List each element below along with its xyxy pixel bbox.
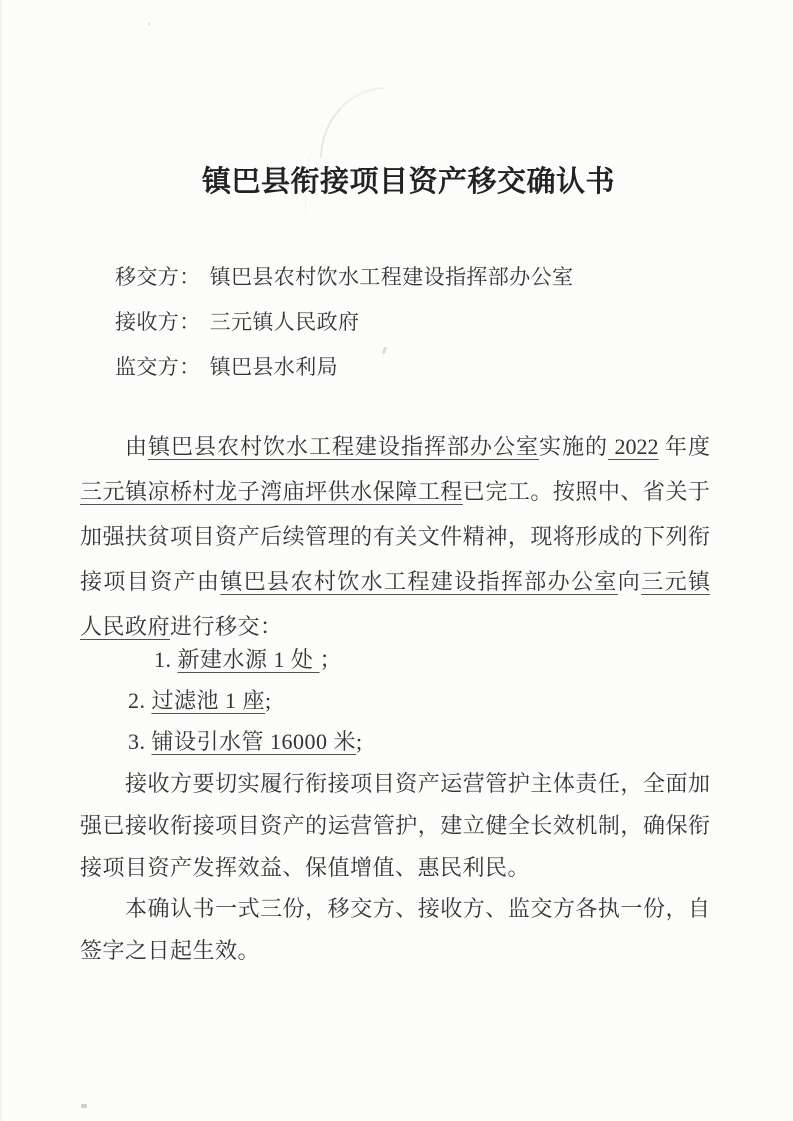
party-row-1 — [115, 300, 573, 345]
text: 1. — [154, 647, 178, 672]
text: 接项目资产发挥效益、保值增值、惠民利民。 — [80, 855, 531, 880]
text: 签字之日起生效。 — [80, 938, 261, 963]
text: 加强扶贫项目资产后续管理的有关文件精神，现将形成的下列衔 — [80, 524, 710, 549]
paragraph-list — [80, 639, 710, 762]
party-label: 移交方： — [115, 265, 201, 289]
text: ; — [265, 688, 272, 713]
body-line — [80, 805, 710, 847]
text: 由 — [125, 434, 148, 459]
text: 已完工。按照中、省关于 — [462, 479, 710, 504]
party-value: 镇巴县水利局 — [209, 355, 339, 379]
text: 年度 — [658, 434, 710, 459]
text: ； — [319, 647, 343, 672]
body-line — [80, 763, 710, 805]
text: 进行移交： — [170, 614, 283, 639]
text: 实施的 — [538, 434, 608, 459]
text: 向 — [617, 569, 642, 594]
body-line — [80, 680, 710, 721]
body-line — [80, 424, 710, 469]
document-title: 镇巴县衔接项目资产移交确认书 — [201, 166, 615, 198]
party-label: 接收方： — [115, 310, 201, 334]
text: 接项目资产由 — [80, 569, 221, 594]
underlined-text: 铺设引水管 16000 米 — [151, 729, 357, 754]
underlined-text: 三元镇 — [641, 569, 710, 594]
body-line — [80, 888, 710, 930]
underlined-text: 人民政府 — [80, 614, 171, 639]
underlined-text: 镇巴县农村饮水工程建设指挥部办公室 — [148, 434, 539, 459]
text: 2. — [128, 688, 152, 713]
underlined-text: 过滤池 1 座 — [151, 688, 266, 713]
party-value: 三元镇人民政府 — [209, 310, 360, 334]
body-line — [80, 847, 710, 889]
scan-crease-artifact — [320, 87, 386, 159]
scan-speck-artifact — [148, 22, 150, 26]
underlined-text: 三元镇凉桥村龙子湾庙坪供水保障工程 — [80, 479, 463, 504]
text: ; — [356, 729, 363, 754]
body-line — [80, 514, 710, 559]
scan-speck-artifact — [81, 1104, 87, 1108]
party-label: 监交方： — [115, 355, 201, 379]
underlined-text: 新建水源 1 处 — [177, 647, 320, 672]
text: 强已接收衔接项目资产的运营管护，建立健全长效机制，确保衔 — [80, 813, 710, 838]
body-line — [80, 721, 710, 762]
body-line — [80, 469, 710, 514]
text: 3. — [128, 729, 152, 754]
body-line — [80, 930, 710, 972]
parties-block — [115, 255, 573, 390]
paragraph-duty — [80, 763, 710, 889]
party-row-2 — [115, 345, 573, 390]
underlined-text: 2022 — [607, 434, 659, 459]
paragraph-copies — [80, 888, 710, 972]
text: 本确认书一式三份，移交方、接收方、监交方各执一份，自 — [125, 896, 710, 921]
text: 接收方要切实履行衔接项目资产运营管护主体责任，全面加 — [125, 771, 710, 796]
paragraph-intro — [80, 424, 710, 649]
party-row-0 — [115, 255, 573, 300]
body-line — [80, 559, 710, 604]
body-line — [80, 639, 710, 680]
party-value: 镇巴县农村饮水工程建设指挥部办公室 — [209, 265, 574, 289]
underlined-text: 镇巴县农村饮水工程建设指挥部办公室 — [220, 569, 618, 594]
